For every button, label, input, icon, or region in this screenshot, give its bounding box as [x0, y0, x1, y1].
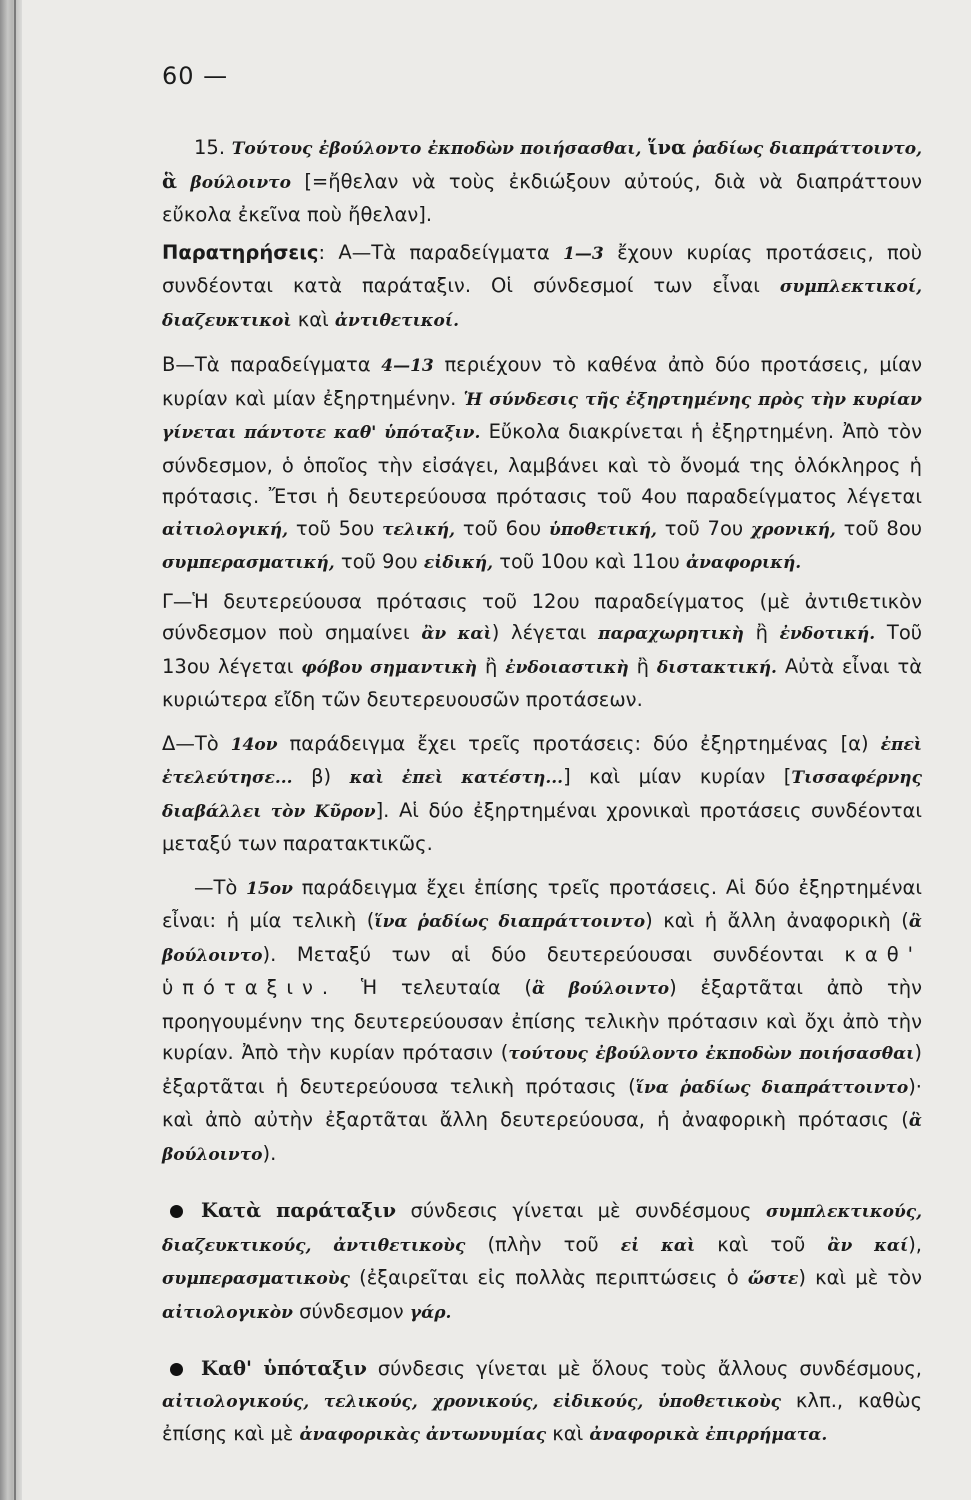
remarks-text: τοῦ 8ου — [843, 516, 923, 540]
term: ἀναφορικὰς ἀντωνυμίας — [299, 1425, 547, 1445]
term: συμπλεκτικούς, διαζευκτικούς, ἀντιθετικοὺς — [162, 1202, 923, 1256]
term: συμπερασματική, — [162, 553, 335, 573]
remarks-text: Τοῦ 13ου λέγεται — [162, 621, 923, 678]
term: ἀναφορική. — [685, 553, 802, 573]
bullet-hypotaxis — [162, 1353, 922, 1452]
greek-clause: ἃ βούλοιντο — [162, 1111, 922, 1165]
bullet-text: κλπ., καθὼς ἐπίσης καὶ μὲ — [162, 1388, 923, 1445]
remarks-text: Ἡ τελευταία ( — [360, 976, 533, 999]
bullet-text: (ἐξαιρεῖται εἰς πολλὰς περιπτώσεις ὁ — [359, 1266, 739, 1289]
page-number: 60 — — [162, 62, 229, 90]
remarks-a — [162, 237, 922, 338]
term: συμπλεκτικοί, διαζευκτικοὶ — [162, 277, 923, 331]
remarks-text: τοῦ 7ου — [664, 516, 744, 540]
remarks-text: ) ἐξαρτᾶται ἡ δευτερεύουσα τελικὴ πρότασις ( — [162, 1041, 922, 1098]
remarks-text: Αὐτὰ εἶναι τὰ κυριώτερα εἴδη τῶν δευτερευουσῶν προτάσεων. — [162, 654, 923, 711]
term: παραχωρητικὴ — [598, 624, 744, 644]
remarks-b — [162, 349, 922, 580]
remarks-text: —Τὸ — [194, 875, 238, 899]
bullet-text: καὶ τοῦ — [717, 1232, 806, 1256]
example-15 — [162, 132, 922, 231]
bullet-parataxis — [162, 1195, 922, 1329]
remarks-text: περιέχουν τὸ καθένα ἀπὸ δύο προτάσεις, μίαν κυρίαν καὶ μίαν ἐξηρτημένην. — [162, 353, 923, 410]
term: αἰτιολογικὸν — [162, 1302, 293, 1323]
bullet-text: σύνδεσις γίνεται μὲ συνδέσμους — [410, 1199, 752, 1222]
bullet-text: σύνδεσμον — [299, 1299, 404, 1323]
binding-line — [14, 0, 16, 1500]
remarks-d — [162, 728, 922, 860]
term: φόβου σημαντικὴ — [301, 657, 478, 678]
term: τελική, — [382, 519, 456, 540]
remarks-text: τοῦ 6ου — [462, 516, 542, 540]
remarks-text: Γ—Ἡ δευτερεύουσα πρότασις τοῦ 12ου παραδείγματος (μὲ ἀντιθετικὸν σύνδεσμον ποὺ σημαίνει — [162, 589, 922, 644]
greek-relative: ἃ — [162, 169, 178, 193]
remarks-text: ]. Αἱ δύο ἐξηρτημέναι χρονικαὶ προτάσεις συνδέονται μεταξύ των παρατακτικῶς. — [162, 798, 923, 855]
term: αἰτιολογική, — [162, 519, 289, 540]
remarks-text: ] καὶ μίαν κυρίαν [ — [563, 765, 792, 788]
term: εἰδική, — [423, 553, 494, 573]
term: ὥστε — [747, 1269, 799, 1289]
bullet-icon — [170, 1205, 183, 1218]
remarks-text: β) — [311, 765, 332, 788]
remarks-text: παράδειγμα ἔχει ἐπίσης τρεῖς προτάσεις. Αἱ δύο ἐξηρτημέναι εἶναι: ἡ μία τελικὴ ( — [162, 875, 923, 932]
remarks-text: τοῦ 10ου καὶ 11ου — [499, 550, 680, 573]
remarks-text: ἔχουν κυρίας προτάσεις, ποὺ συνδέονται κατὰ παράταξιν. Οἱ σύνδεσμοί των εἶναι — [162, 240, 922, 297]
remarks-text: Εὔκολα διακρίνεται ἡ ἐξηρτημένη. Ἀπὸ τὸν σύνδεσμον, ὁ ὁποῖος τὴν εἰσάγει, λαμβάνει καὶ τὸ ὄνομά της ὁλόκληρος ἡ πρότασις. Ἔτσι ἡ δευτερεύουσα πρότασις τοῦ 4ου παραδείγματος λέγεται — [162, 420, 922, 508]
term: αἰτιολογικούς, τελικούς, χρονικούς, εἰδικούς, ὑποθετικοὺς — [162, 1391, 782, 1412]
greek-clause: ἵνα ῥαδίως διαπράττοιντο — [635, 1077, 909, 1098]
greek-clause: ἵνα ῥαδίως διαπράττοιντο — [374, 912, 646, 932]
bullet-text: σύνδεσις γίνεται μὲ ὅλους τοὺς ἄλλους συνδέσμους, — [377, 1357, 923, 1380]
bullet-text: (πλὴν τοῦ — [487, 1232, 599, 1256]
remarks-text: Δ—Τὸ — [162, 731, 219, 755]
remarks-text: ). Μεταξύ των αἱ δύο δευτερεύουσαι συνδέονται — [262, 942, 824, 966]
greek-conjunction: ἵνα — [648, 136, 687, 159]
term: ἀντιθετικοί. — [334, 310, 460, 331]
greek-clause: ἃ βούλοιντο — [532, 979, 670, 999]
greek-clause: τούτους ἐβούλοντο ἐκποδὼν ποιήσασθαι — [508, 1044, 915, 1064]
term: ἐνδοιαστικὴ — [505, 657, 629, 678]
term: γάρ. — [409, 1302, 452, 1323]
remarks-text: παράδειγμα ἔχει τρεῖς προτάσεις: δύο ἐξηρτημένας [α) — [289, 731, 869, 755]
greek-clause: Τισσαφέρνης διαβάλλει τὸν Κῦρον — [162, 768, 922, 822]
example-number: 15. — [194, 136, 226, 159]
term: ἂν καί — [827, 1235, 909, 1256]
remarks-text: ) λέγεται — [491, 621, 587, 644]
book-spine-edge — [0, 0, 22, 1500]
term: ὑποθετική, — [549, 519, 657, 540]
remarks-text: )· καὶ ἀπὸ αὐτὴν ἐξαρτᾶται ἄλλη δευτερεύουσα, ἡ ἀναφορικὴ πρότασις ( — [162, 1074, 922, 1131]
remarks-text: : Α—Τὰ παραδείγματα — [318, 240, 550, 264]
page-body — [162, 62, 922, 1452]
bullet-heading: Κατὰ παράταξιν — [201, 1199, 397, 1222]
remarks-text: τοῦ 9ου — [340, 550, 418, 573]
greek-text: Τούτους ἐβούλοντο ἐκποδὼν ποιήσασθαι, — [231, 139, 642, 159]
spaced-term: καθ' ὑπόταξιν. — [162, 942, 922, 999]
remarks-text: ). — [262, 1141, 277, 1165]
remarks-heading: Παρατηρήσεις — [162, 240, 319, 264]
translation-gloss: [=ἤθελαν νὰ τοὺς ἐκδιώξουν αὐτούς, διὰ νὰ διαπράττουν εὔκολα ἐκεῖνα ποὺ ἤθελαν]. — [162, 169, 922, 226]
bullet-heading: Καθ' ὑπόταξιν — [201, 1357, 367, 1380]
greek-clause: καὶ ἐπεὶ κατέστη... — [349, 768, 564, 788]
conjunction-text: ἢ — [755, 621, 768, 644]
conjunction-text: ἢ — [636, 654, 649, 678]
term: ἐνδοτική. — [779, 624, 876, 644]
conjunction-text: καὶ — [297, 307, 329, 331]
bullet-text: ) καὶ μὲ τὸν — [798, 1266, 922, 1289]
remarks-g — [162, 586, 922, 716]
remarks-e — [162, 872, 922, 1172]
term: ἂν καὶ — [421, 624, 492, 644]
example-number: 14ον — [230, 734, 278, 755]
bullet-text: ), — [908, 1232, 922, 1256]
remarks-text: Β—Τὰ παραδείγματα — [162, 353, 371, 376]
remarks-text: τοῦ 5ου — [295, 516, 375, 540]
example-number: 15ον — [246, 878, 293, 899]
rule-text: Ἡ σύνδεσις τῆς ἐξηρτημένης πρὸς τὴν κυρίαν γίνεται πάντοτε καθ' ὑπόταξιν. — [162, 389, 922, 443]
remarks-text: ) καὶ ἡ ἄλλη ἀναφορικὴ ( — [645, 909, 909, 932]
bullet-icon — [170, 1363, 183, 1376]
example-range: 4—13 — [381, 356, 434, 376]
greek-text: βούλοιντο — [190, 172, 291, 193]
greek-text: ῥαδίως διαπράττοιντο, — [692, 139, 923, 159]
term: συμπερασματικοὺς — [162, 1269, 350, 1289]
remarks-text: ) ἐξαρτᾶται ἀπὸ τὴν προηγουμένην της δευτερεύουσαν ἐπίσης τελικὴν πρότασιν καὶ ὄχι ἀπὸ τὴν κυρίαν. Ἀπὸ τὴν κυρίαν πρότασιν ( — [162, 976, 922, 1064]
example-range: 1—3 — [563, 243, 604, 264]
term: χρονική, — [750, 519, 836, 540]
term: διστακτική. — [656, 657, 777, 678]
greek-clause: ἃ βούλοιντο — [162, 912, 922, 966]
bullet-text: καὶ — [552, 1422, 584, 1445]
conjunction-text: ἢ — [484, 654, 498, 678]
greek-clause: ἐπεὶ ἐτελεύτησε... — [162, 734, 923, 788]
term: εἰ καὶ — [620, 1235, 696, 1256]
term: ἀναφορικὰ ἐπιρρήματα. — [589, 1425, 828, 1445]
